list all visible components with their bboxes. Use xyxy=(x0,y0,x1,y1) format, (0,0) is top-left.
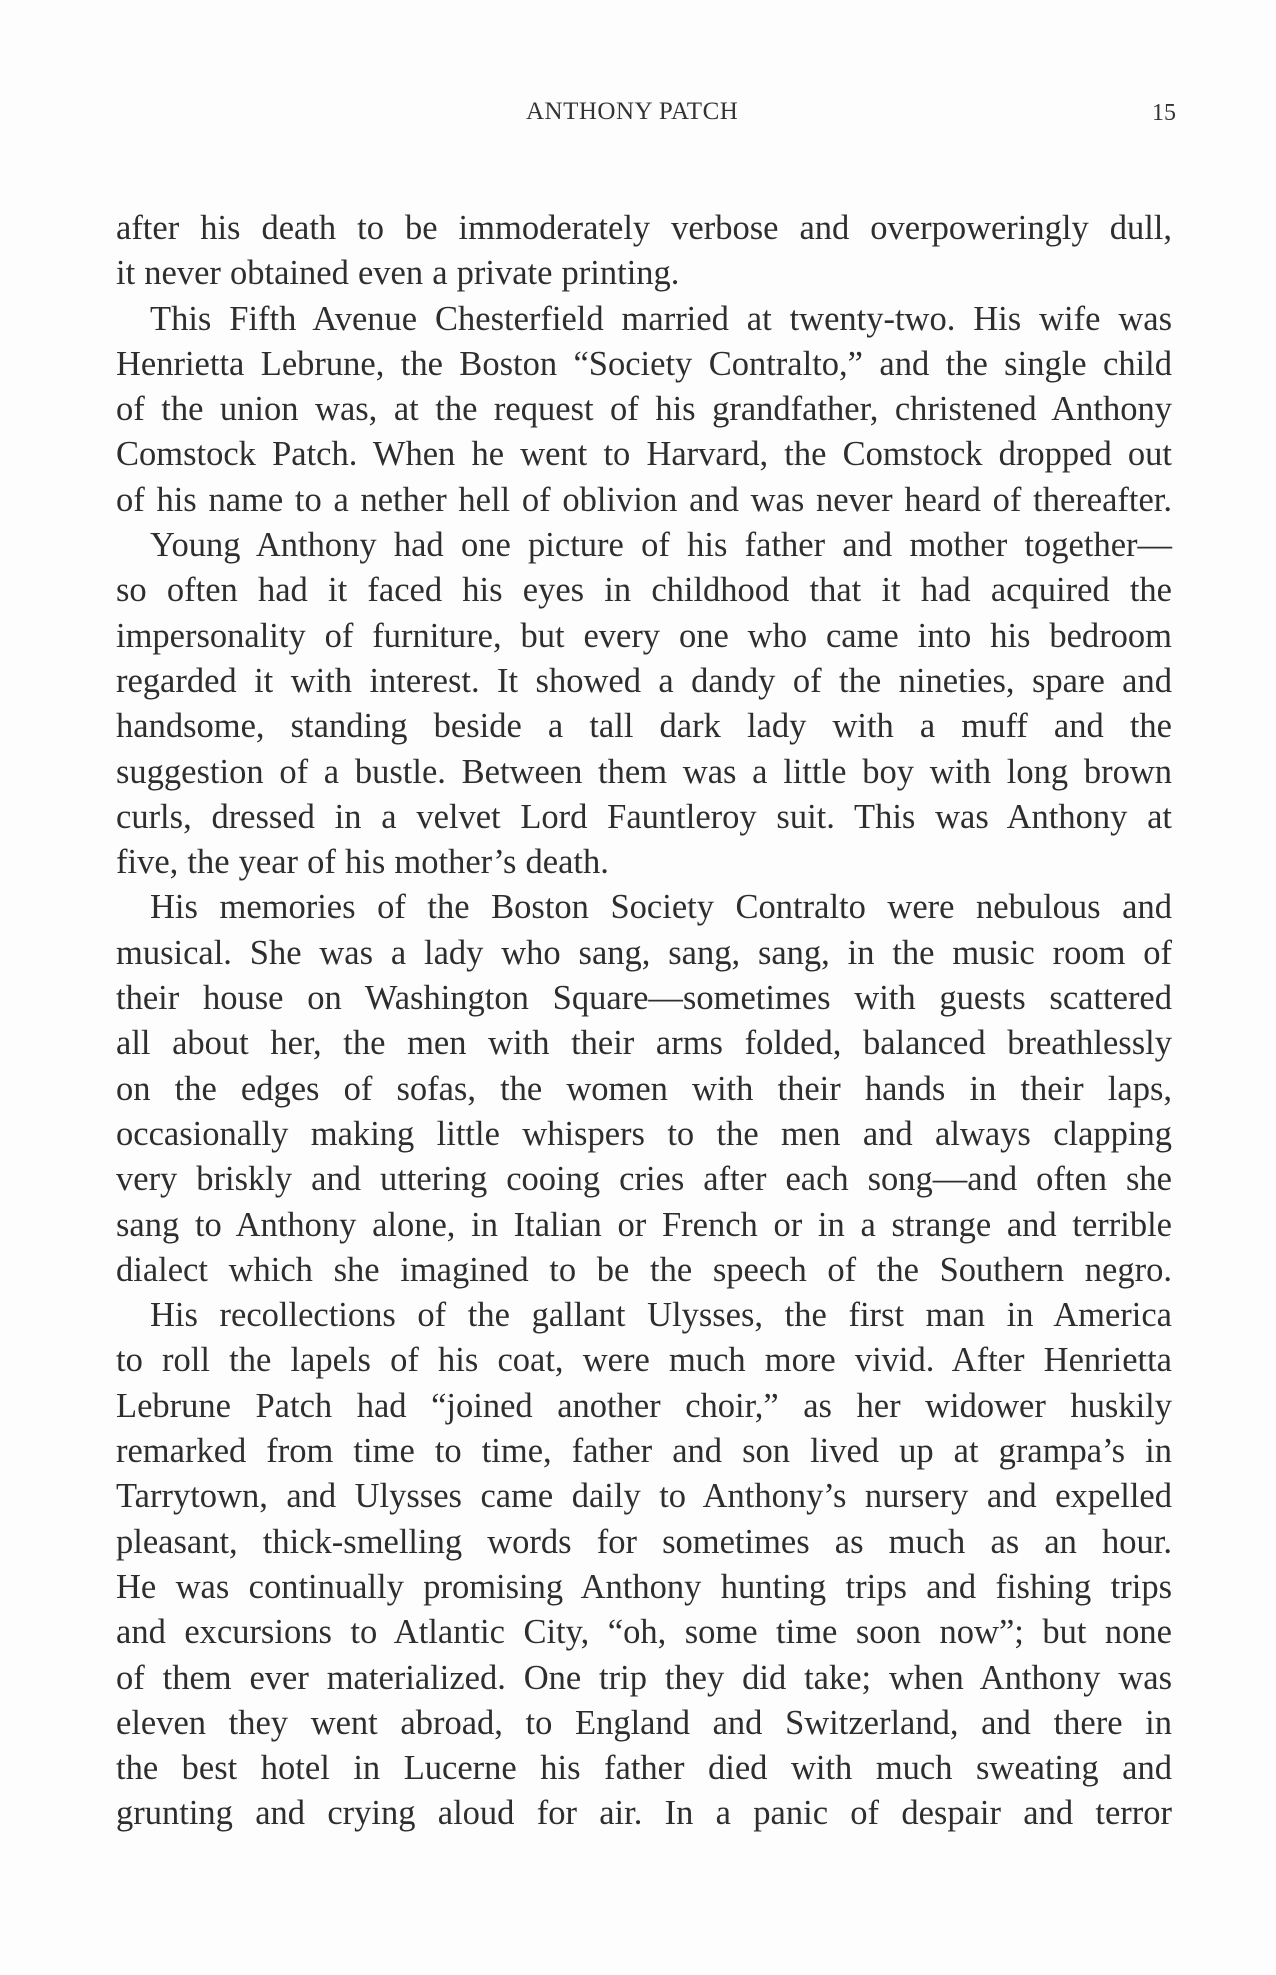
text-line: curls, dressed in a velvet Lord Fauntleroy suit. This was Anthony at xyxy=(116,797,1172,836)
text-line: suggestion of a bustle. Between them was a little boy with long brown xyxy=(116,752,1172,791)
text-line: occasionally making little whispers to the men and always clapping xyxy=(116,1114,1172,1153)
text-line: He was continually promising Anthony hunting trips and fishing trips xyxy=(116,1567,1172,1606)
text-line: on the edges of sofas, the women with their hands in their laps, xyxy=(116,1069,1172,1108)
text-line: Comstock Patch. When he went to Harvard, the Comstock dropped out xyxy=(116,435,1172,474)
text-line: of them ever materialized. One trip they did take; when Anthony was xyxy=(116,1658,1172,1697)
text-line: Tarrytown, and Ulysses came daily to Anthony’s nursery and expelled xyxy=(116,1477,1172,1516)
text-line: Lebrune Patch had “joined another choir,” as her widower huskily xyxy=(116,1386,1172,1425)
text-line: dialect which she imagined to be the speech of the Southern negro. xyxy=(116,1250,1172,1289)
text-line: grunting and crying aloud for air. In a panic of despair and terror xyxy=(116,1794,1172,1833)
text-line: regarded it with interest. It showed a dandy of the nineties, spare and xyxy=(116,661,1172,700)
text-line: very briskly and uttering cooing cries after each song—and often she xyxy=(116,1160,1172,1199)
paragraph-first-line: This Fifth Avenue Chesterfield married at twenty-two. His wife was xyxy=(150,299,1172,338)
body-text xyxy=(116,206,1172,1837)
running-head-title: ANTHONY PATCH xyxy=(526,98,739,125)
text-line: to roll the lapels of his coat, were much more vivid. After Henrietta xyxy=(116,1341,1172,1380)
text-line: five, the year of his mother’s death. xyxy=(116,843,609,882)
text-line: sang to Anthony alone, in Italian or French or in a strange and terrible xyxy=(116,1205,1172,1244)
text-line: impersonality of furniture, but every one who came into his bedroom xyxy=(116,616,1172,655)
text-line: eleven they went abroad, to England and Switzerland, and there in xyxy=(116,1703,1172,1742)
text-line: remarked from time to time, father and son lived up at grampa’s in xyxy=(116,1432,1172,1471)
text-line: their house on Washington Square—sometimes with guests scattered xyxy=(116,979,1172,1018)
text-line: handsome, standing beside a tall dark lady with a muff and the xyxy=(116,707,1172,746)
paragraph-first-line: His memories of the Boston Society Contralto were nebulous and xyxy=(150,888,1172,927)
page-number: 15 xyxy=(1152,100,1176,126)
text-line: pleasant, thick-smelling words for sometimes as much as an hour. xyxy=(116,1522,1172,1561)
paragraph-first-line: His recollections of the gallant Ulysses, the first man in America xyxy=(150,1296,1172,1335)
text-line: Henrietta Lebrune, the Boston “Society Contralto,” and the single child xyxy=(116,344,1172,383)
text-line: of his name to a nether hell of oblivion and was never heard of thereafter. xyxy=(116,480,1172,519)
text-line: it never obtained even a private printing. xyxy=(116,254,680,293)
text-line: musical. She was a lady who sang, sang, sang, in the music room of xyxy=(116,933,1172,972)
text-line: after his death to be immoderately verbose and overpoweringly dull, xyxy=(116,209,1172,247)
text-line: all about her, the men with their arms folded, balanced breathlessly xyxy=(116,1024,1172,1063)
text-line: the best hotel in Lucerne his father died with much sweating and xyxy=(116,1749,1172,1788)
text-line: of the union was, at the request of his grandfather, christened Anthony xyxy=(116,390,1172,429)
text-line: and excursions to Atlantic City, “oh, some time soon now”; but none xyxy=(116,1613,1172,1652)
text-line: so often had it faced his eyes in childhood that it had acquired the xyxy=(116,571,1172,610)
paragraph-first-line: Young Anthony had one picture of his father and mother together— xyxy=(150,526,1172,565)
